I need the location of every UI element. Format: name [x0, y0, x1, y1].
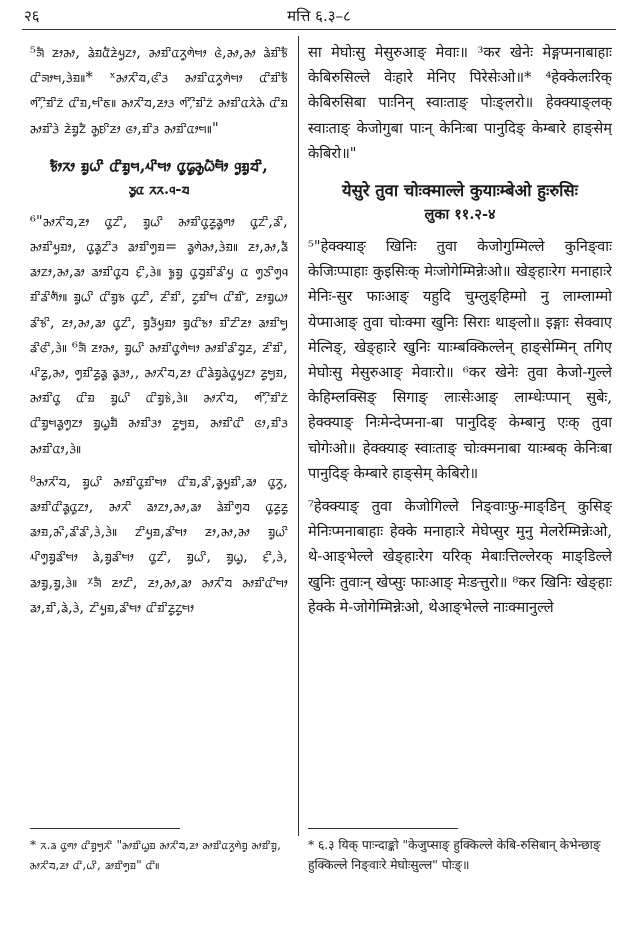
right-footnote: * ६.३ यिक् पाःन्दाङ्को "केजुप्साङ् हुक्किल्ले केबि-रुसिबान् केभेन्छाङ् हुक्किल्ले निङ्वाःरे मेघोःसुल्ल" पोःङ्॥: [308, 838, 601, 872]
page-header: [24, 4, 614, 28]
header-divider: [22, 29, 616, 30]
right-footnote-rule: [308, 828, 458, 829]
left-footnote-rule: [30, 828, 180, 829]
right-column: [308, 40, 612, 840]
right-section-reference: लुका ११.२-४: [424, 206, 496, 224]
right-paragraph-2: ⁵"हेक्क्याङ् खिनिः तुवा केजोगुम्मिल्ले कुनिङ्वाः केजिःप्पाहाः कुइसिःक् मेःजोगेम्मिन्नेःओ॥ खेङ्हाःरेग मनाहाःरे मेनिः-सुर फाःआङ् यहुदि चुम्लुङ्हिम्मो नु लाम्लाम्मो येप्माआङ् तुवा चोःक्मा खुनिः सिराः थाङ्लो॥ इङ्गाः सेक्वाए मेत्निङ्, खेङ्हाःरे खुनिः याःम्बक्किल्लेन् हाङ्सेम्मिन् तगिए मेघोःसु मेसुरुआङ् मेवाःरो॥ ⁶कर खेनेः तुवा केजो-गुल्ले केहिम्लक्सिङ् सिगाङ् लाःसेःआङ् लाम्धेःप्पान् सुबेः, हेक्क्याङ् निःमेन्देप्मना-बा पानुदिङ् केम्बानु एःक् तुवा चोगेःओ॥ हेक्क्याङ् स्वाःताङ् चोःक्मनाबा याःम्बक् केनिःबा पानुदिङ् केम्बारे हाङ्सेम् केबिरो॥: [308, 238, 612, 482]
left-footnote: * ᤖ.ᤕ ᤂᤢᤛᤣ ᤂᤡᤀᤢᤗᤢᤖᤡ "ᤌᤣᤀᤡᤐᤢᤀ ᤌᤣᤖᤡᤔ,ᤏᤣ ᤌᤣᤀᤡᤂᤖᤢᤛᤧᤀᤢ ᤌᤣᤀᤡᤀᤢ, ᤌᤣᤖᤡᤔ,ᤏᤣ ᤂᤡ,ᤐᤡ, ᤕᤣᤀᤡᤛᤢᤀ" ᤂᤡ॥: [30, 838, 282, 872]
column-divider: [298, 36, 299, 836]
left-section-reference: ᤍᤢᤂ ᤖᤖ.ᤚ-ᤔ: [128, 180, 190, 198]
running-title: मत्ति ६.३–८: [287, 7, 351, 25]
page-number: २६: [24, 7, 40, 25]
left-paragraph-1: ⁵ᤈᤠ ᤏᤣᤌᤣ, ᤕᤧᤀᤂᤠᤏᤧᤘᤢᤁᤣ, ᤌᤣᤀᤡᤂᤖᤢᤛᤧᤗᤣ ᤜᤧ,ᤌᤣ,ᤌᤣ ᤕᤧᤀᤡᤃᤠ ᤂᤡᤈᤣᤗ,ᤋᤧᤀ॥* ˣᤌᤣᤖᤡᤔ,ᤜᤡᤋ ᤌᤣᤀᤡᤂᤖᤢᤛᤧᤗᤣ ᤂᤡᤀᤡᤃᤠ ᤛᤡ᤹ᤡᤀᤡᤁ᤺ ᤂᤡᤀ,ᤗᤡᤇ॥ ᤌᤣᤖᤡᤔ,ᤏᤣᤋ ᤛᤡ᤹ᤡᤀᤡᤁ᤺ ᤌᤣᤀᤡᤂᤖᤧᤌᤧ ᤂᤡᤀ ᤌᤣᤀᤡᤋᤧ ᤏᤧᤀᤢᤁᤠ ᤌᤢᤎᤡᤏᤣ ᤜᤣ,ᤀᤡᤋ ᤌᤣᤀᤡᤂᤣᤗ॥": [30, 44, 288, 137]
left-column: [30, 40, 288, 840]
right-paragraph-1: सा मेघोःसु मेसुरुआङ् मेवाः॥ ³कर खेनेः मेङ्गप्मनाबाहाः केबिरुसिल्ले वेःहारे मेनिए पिरेसेःओ॥* ⁴हेक्केलःरिक् केबिरुसिबा पाःनिन् स्वाःताङ् पोःङ्लरो॥ हेक्क्याङ्लक् स्वाःताङ् केजोगुबा पाःन् केनिःबा पानुदिङ् केम्बारे हाङ्सेम् केबिरो॥": [308, 44, 612, 162]
left-paragraph-2: ⁶"ᤌᤣᤖᤡᤔ,ᤏᤣ ᤂᤢᤁᤡ, ᤀᤢᤐᤡ ᤌᤣᤀᤡᤂᤢᤏᤢᤕᤢᤛᤣ ᤂᤢᤁᤡ,ᤕᤡ, ᤌᤣᤀᤡᤘᤢᤀᤣ, ᤂᤢᤕᤢᤁᤡᤋ ᤕᤣᤀᤡᤛᤢᤀ= ᤕᤢᤛᤧᤌᤣ,ᤋᤧᤀ॥ ᤏᤣ,ᤌᤣ,ᤕᤠ ᤕᤣᤁᤣ,ᤌᤣ,ᤕᤣ ᤕᤣᤀᤡᤂᤢᤔ ᤉᤡ,ᤋᤧ॥ ᤃᤢᤀᤢ ᤂᤢᤔᤢᤀᤡᤕᤡᤘᤢ ᤂ ᤛᤢᤍᤡᤛᤢᤚ ᤀᤡᤕᤡᤛᤥ॥ ᤀᤢᤐᤡ ᤂᤡᤀᤢᤃ ᤂᤢᤁᤡ, ᤏᤡᤀᤡ, ᤁᤢᤀᤡᤗ ᤂᤡᤀᤡ᤺, ᤏᤣᤀᤢᤐᤣ ᤕᤡᤃᤡ, ᤏᤣ,ᤌᤣ,ᤕᤣ ᤂᤢᤁᤡ, ᤀᤢᤋᤠᤘᤢᤀᤣ ᤀᤢᤂᤡᤃᤣ ᤀᤡᤁᤡᤏᤣ ᤕᤣᤀᤡᤗᤢ ᤕᤡᤜᤡ,ᤋᤧ॥ ⁶ᤈᤠ ᤏᤣᤌᤣ, ᤀᤢᤐᤡ ᤌᤣᤀᤡᤂᤢᤛᤧᤗᤣ ᤌᤣᤀᤡᤕᤡᤔᤢᤏ, ᤏᤡᤀᤡ, ᤘᤡᤏᤢ,ᤌᤣ, ᤛᤢᤀᤡᤏᤢᤕᤢ ᤕᤢᤋᤣ,, ᤌᤣᤖᤡᤔ,ᤏᤣ ᤂᤡᤕᤧᤀᤢᤕᤧᤂᤢᤘᤢᤁᤣ ᤏᤢᤗᤢᤀ, ᤌᤣᤀᤡᤂᤢ ᤂᤡᤀ ᤀᤢᤐᤡ ᤂᤡᤀᤢᤃᤧ,ᤋᤧ॥ ᤌᤣᤖᤡᤔ, ᤛᤡ᤹ᤡᤀᤡᤁ᤺ ᤂᤡᤀᤢᤗᤕᤢᤛᤢᤁᤣ ᤀᤢᤐᤢᤀᤠ ᤌᤣᤀᤡᤋᤣ ᤏᤢᤗᤢᤀ, ᤌᤣᤀᤡᤂᤡ ᤜᤣ,ᤀᤡᤋ ᤌᤣᤀᤡᤂᤣ,ᤋᤧ॥: [30, 212, 288, 457]
left-section-heading: ᤃᤥᤖᤣ ᤀᤢᤐᤡ ᤂᤡᤀᤢᤗ,ᤘᤡᤗᤣ ᤂᤢᤒᤢᤌᤢᤐᤠᤗᤥ ᤚᤢᤀᤢᤔᤡ,: [49, 155, 269, 175]
right-section-heading: येसुरे तुवा चोःक्माल्ले कुयाःम्बेओ हुःरुसिः: [342, 181, 578, 201]
right-paragraph-3: ⁷हेक्क्याङ् तुवा केजोगिल्ले निङ्वाःफु-माङ्डिन् कुसिङ् मेनिःप्मनाबाहाः हेक्के मनाहाःरे मेघेप्सुर मुनु मेलरेम्मिन्नेःओ, थे-आङ्भेल्ले खेङ्हाःरेग यरिक् मेबाःत्तिल्लेरक् माङ्डिल्ले खुनिः तुवाःन् खेप्सुः फाःआङ् मेःङत्तुरो॥ ⁸कर खिनिः खेङ्हाः हेक्के मे-जोगेम्मिन्नेःओ, थेआङ्भेल्ले नाःक्मानुल्ले: [308, 498, 612, 616]
left-paragraph-3: ⁸ᤌᤣᤖᤡᤔ, ᤀᤢᤐᤡ ᤌᤣᤀᤡᤂᤢᤀᤡᤗᤣ ᤂᤡᤀ,ᤕᤡ,ᤕᤢᤘᤢᤀᤡ,ᤕᤣ ᤂᤢᤖᤢ, ᤕᤣᤀᤡᤂᤡᤕᤢᤂᤢᤁᤣ, ᤌᤣᤖᤡ ᤕᤣᤁᤣ,ᤌᤣ,ᤕᤣ ᤕᤧᤀᤡᤛᤢᤔ ᤂᤢᤏᤢᤏᤢ ᤕᤣᤀ,ᤌᤡ,ᤕᤡᤕᤡ,ᤋᤧ,ᤋᤧ॥ ᤁᤡᤘᤢᤀ,ᤕᤡᤗᤣ ᤏᤣ,ᤌᤣ,ᤌᤣ ᤀᤢᤐᤡ ᤘᤡᤛᤢᤀᤢᤕᤡᤗᤣ ᤕᤧ,ᤀᤢᤕᤡᤗᤣ ᤂᤢᤁᤡ, ᤀᤢᤐᤡ, ᤀᤢᤐᤢ, ᤉᤡ,ᤋᤧ, ᤕᤣᤀᤢ,ᤀᤢ,ᤋᤧ॥ ᵡᤈᤠ ᤏᤣᤁᤡ, ᤏᤣ,ᤌᤣ,ᤕᤣ ᤌᤣᤖᤡᤔ ᤌᤣᤀᤡᤂᤡᤗᤣ ᤕᤣ,ᤀᤡ,ᤕᤧ,ᤋᤧ, ᤁᤡᤘᤢᤀ,ᤕᤡᤗᤣ ᤂᤡᤀᤡᤏᤢᤁᤢᤗᤣ: [30, 472, 288, 616]
